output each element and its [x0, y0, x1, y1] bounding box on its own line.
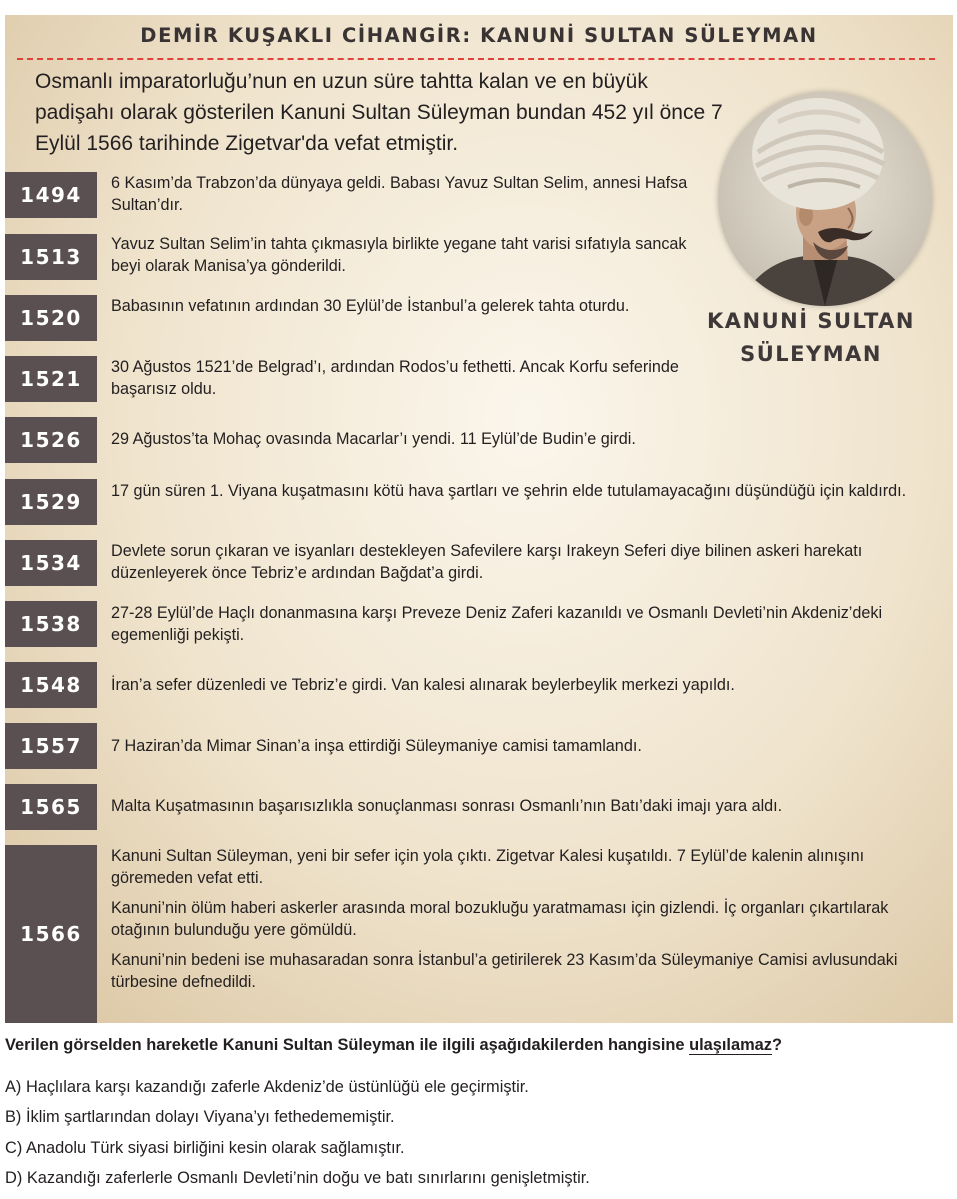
intro-text: Osmanlı imparatorluğu’nun en uzun süre tahtta kalan ve en büyük padişahı olarak gösterilen Kanuni Sultan Süleyman bundan 452 yıl önce 7 Eylül 1566 tarihinde Zigetvar'da vefat etmiştir.	[35, 70, 723, 155]
final-entry-paragraph-3: Kanuni’nin bedeni ise muhasaradan sonra İstanbul’a getirilerek 23 Kasım’da Süleymaniye Camisi avlusundaki türbesine defnedildi.	[111, 951, 898, 991]
question-stem-suffix: ?	[771, 1036, 782, 1054]
timeline-text-1526: 29 Ağustos’ta Mohaç ovasında Macarlar’ı yendi. 11 Eylül’de Budin’e girdi.	[111, 430, 636, 448]
answer-option-a[interactable]: A) Haçlılara karşı kazandığı zaferle Akdeniz’de üstünlüğü ele geçirmiştir.	[5, 1078, 529, 1096]
title-divider	[17, 58, 935, 60]
timeline-text-1494: 6 Kasım’da Trabzon’da dünyaya geldi. Babası Yavuz Sultan Selim, annesi Hafsa Sultan’dır.	[111, 174, 688, 214]
timeline-text-1520: Babasının vefatının ardından 30 Eylül’de İstanbul’a gelerek tahta oturdu.	[111, 297, 630, 315]
portrait-caption	[677, 305, 945, 371]
year-badge-1494: 1494	[5, 172, 97, 218]
year-badge-1529: 1529	[5, 479, 97, 525]
timeline-text-1538: 27-28 Eylül’de Haçlı donanmasına karşı Preveze Deniz Zaferi kazanıldı ve Osmanlı Devleti’nin Akdeniz’deki egemenliği pekişti.	[111, 604, 883, 644]
timeline-poster	[5, 15, 953, 1023]
question-stem-prefix: Verilen görselden hareketle Kanuni Sultan Süleyman ile ilgili aşağıdakilerden hangisine	[5, 1036, 690, 1054]
sultan-portrait-icon	[718, 92, 932, 306]
portrait-caption-line-2: SÜLEYMAN	[740, 342, 882, 366]
timeline-text-1529: 17 gün süren 1. Viyana kuşatmasını kötü hava şartları ve şehrin elde tutulamayacağını düşündüğü için kaldırdı.	[111, 482, 907, 500]
timeline-text-1534: Devlete sorun çıkaran ve isyanları destekleyen Safevilere karşı Irakeyn Seferi diye bilinen askeri harekatı düzenleyerek önce Tebriz’e ardından Bağdat’a girdi.	[111, 542, 863, 582]
year-badge-1565: 1565	[5, 784, 97, 830]
year-badge-1534: 1534	[5, 540, 97, 586]
poster-title: DEMİR KUŞAKLI CİHANGİR: KANUNİ SULTAN SÜLEYMAN	[140, 24, 818, 47]
answer-option-d[interactable]: D) Kazandığı zaferlerle Osmanlı Devleti’nin doğu ve batı sınırlarını genişletmiştir.	[5, 1169, 590, 1187]
timeline-text-1548: İran’a sefer düzenledi ve Tebriz’e girdi. Van kalesi alınarak beylerbeylik merkezi yapıldı.	[111, 676, 735, 694]
final-entry-paragraph-1: Kanuni Sultan Süleyman, yeni bir sefer için yola çıktı. Zigetvar Kalesi kuşatıldı. 7 Eylül’de kalenin alınışını göremeden vefat etti.	[111, 847, 865, 887]
final-entry-paragraph-2: Kanuni’nin ölüm haberi askerler arasında moral bozukluğu yaratmaması için gizlendi. İç organları çıkartılarak otağının bulunduğu yere gömüldü.	[111, 899, 889, 939]
year-badge-1520: 1520	[5, 295, 97, 341]
question-stem	[5, 1036, 782, 1055]
timeline-text-1513: Yavuz Sultan Selim’in tahta çıkmasıyla birlikte yegane taht varisi sıfatıyla sancak beyi olarak Manisa’ya gönderildi.	[111, 235, 687, 275]
year-badge-1557: 1557	[5, 723, 97, 769]
timeline-text-1566	[111, 845, 941, 1001]
year-badge-1538: 1538	[5, 601, 97, 647]
timeline-text-1565: Malta Kuşatmasının başarısızlıkla sonuçlanması sonrası Osmanlı’nın Batı’daki imajı yara aldı.	[111, 797, 783, 815]
year-badge-1526: 1526	[5, 417, 97, 463]
portrait-drawing	[718, 92, 932, 306]
portrait-caption-line-1: KANUNİ SULTAN	[707, 309, 915, 333]
year-badge-1566: 1566	[5, 845, 97, 1023]
year-badge-1548: 1548	[5, 662, 97, 708]
year-badge-1521: 1521	[5, 356, 97, 402]
answer-option-c[interactable]: C) Anadolu Türk siyasi birliğini kesin olarak sağlamıştır.	[5, 1139, 405, 1157]
timeline-text-1521: 30 Ağustos 1521’de Belgrad’ı, ardından Rodos’u fethetti. Ancak Korfu seferinde başarısız oldu.	[111, 358, 679, 398]
timeline-text-1557: 7 Haziran’da Mimar Sinan’a inşa ettirdiği Süleymaniye camisi tamamlandı.	[111, 737, 642, 755]
year-badge-1513: 1513	[5, 234, 97, 280]
answer-option-b[interactable]: B) İklim şartlarından dolayı Viyana’yı fethedememiştir.	[5, 1108, 395, 1126]
question-keyword: ulaşılamaz	[689, 1036, 772, 1054]
